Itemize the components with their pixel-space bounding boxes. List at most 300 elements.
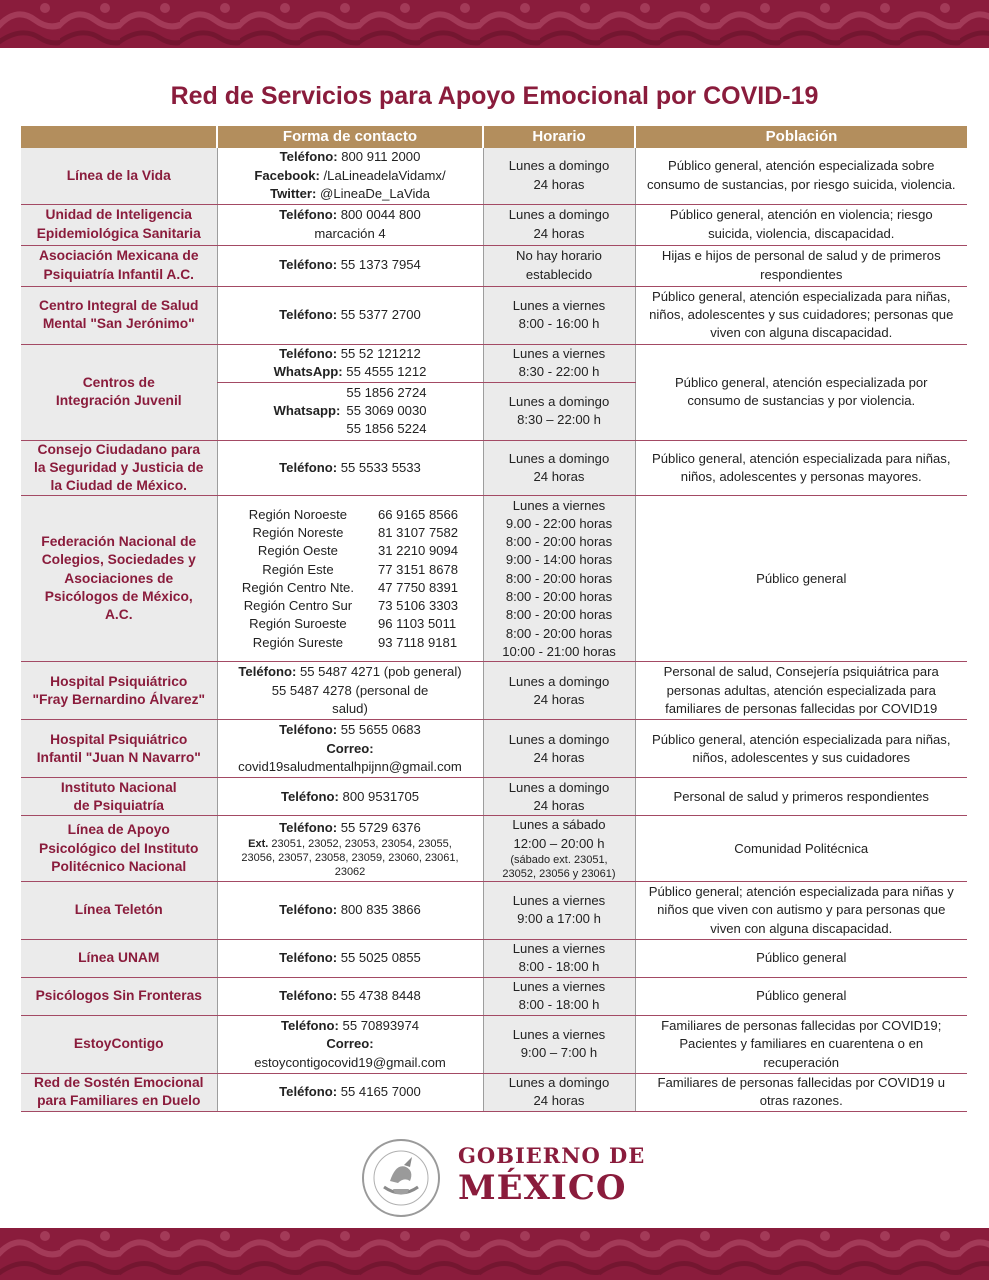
contact-cell bbox=[217, 1073, 483, 1111]
contact-cell bbox=[217, 662, 483, 720]
contact-label: Teléfono: bbox=[279, 207, 338, 223]
region-name: Región Noroeste bbox=[248, 506, 348, 522]
contact-value: 55 4738 8448 bbox=[337, 988, 421, 1004]
region-phone: 93 7118 9181 bbox=[377, 634, 458, 650]
whatsapp-block bbox=[222, 384, 479, 439]
population-line: Público general, atención especializada para niñas, bbox=[652, 731, 951, 747]
service-name-line: EstoyContigo bbox=[73, 1036, 164, 1052]
contact-value: 55 1373 7954 bbox=[337, 257, 421, 273]
hours-cell bbox=[483, 720, 635, 778]
contact-value: @LineaDe_LaVida bbox=[316, 185, 430, 201]
contact-label: Correo: bbox=[326, 1036, 374, 1052]
hours-line: Lunes a domingo bbox=[508, 673, 610, 689]
service-name bbox=[21, 1073, 217, 1111]
region-phone: 77 3151 8678 bbox=[377, 561, 459, 577]
service-name-line: Psicólogos de México, bbox=[44, 589, 193, 605]
region-phone: 81 3107 7582 bbox=[377, 525, 459, 540]
contact-cell bbox=[217, 344, 483, 382]
service-name bbox=[21, 204, 217, 245]
contact-label: Twitter: bbox=[270, 185, 317, 201]
hours-line: Lunes a domingo bbox=[508, 158, 610, 174]
hours-line: Lunes a domingo bbox=[508, 393, 610, 409]
contact-line bbox=[222, 949, 479, 967]
email-link[interactable]: covid19saludmentalhpijnn@gmail.com bbox=[238, 759, 462, 775]
population-line: Público general, atención especializada sobre bbox=[668, 158, 935, 174]
region-phone: 31 2210 9094 bbox=[377, 543, 459, 559]
hours-line: 8:00 - 18:00 h bbox=[518, 997, 600, 1013]
contact-line bbox=[222, 901, 479, 919]
population-line: niños que viven con autismo y para personas que bbox=[657, 902, 946, 918]
contact-line bbox=[222, 1083, 479, 1101]
table-header-row bbox=[21, 126, 967, 148]
hours-cell bbox=[483, 286, 635, 344]
hours-line: 8:30 - 22:00 h bbox=[518, 364, 600, 379]
service-name bbox=[21, 1015, 217, 1073]
table-row bbox=[21, 1015, 967, 1073]
service-name bbox=[21, 881, 217, 939]
hours-line: 24 horas bbox=[533, 468, 585, 484]
column-header-hours: Horario bbox=[483, 126, 635, 148]
contact-cell bbox=[217, 245, 483, 286]
hours-line: 9.00 - 22:00 horas bbox=[505, 515, 613, 531]
hours-line: 8:00 - 20:00 horas bbox=[505, 534, 613, 550]
top-decorative-band bbox=[0, 0, 989, 48]
population-cell bbox=[635, 720, 967, 778]
logo-line-1: GOBIERNO DE bbox=[458, 1143, 646, 1168]
table-row bbox=[21, 720, 967, 778]
hours-cell bbox=[483, 1015, 635, 1073]
population-line: viven con alguna discapacidad. bbox=[710, 920, 893, 936]
population-line: niños, adolescentes y sus cuidadores bbox=[692, 749, 911, 765]
contact-cell bbox=[217, 720, 483, 778]
population-line: Personal de salud y primeros respondientes bbox=[673, 788, 929, 804]
service-name bbox=[21, 939, 217, 977]
service-name bbox=[21, 245, 217, 286]
service-name-line: de Psiquiatría bbox=[73, 797, 164, 813]
population-cell bbox=[635, 204, 967, 245]
service-name bbox=[21, 496, 217, 662]
contact-label: Teléfono: bbox=[279, 1084, 338, 1100]
service-name-line: Hospital Psiquiátrico bbox=[50, 731, 188, 747]
service-name-line: Asociación Mexicana de bbox=[39, 248, 199, 264]
service-name bbox=[21, 816, 217, 882]
services-table bbox=[21, 126, 967, 1112]
contact-value: 55 3069 0030 bbox=[346, 402, 427, 418]
contact-line bbox=[222, 758, 479, 776]
service-name-line: la Seguridad y Justicia de bbox=[34, 459, 204, 475]
contact-value: 55 5487 4278 (personal de bbox=[271, 682, 429, 698]
contact-value: marcación 4 bbox=[314, 225, 386, 241]
hours-line: Lunes a sábado bbox=[512, 817, 606, 833]
email-link[interactable]: estoycontigocovid19@gmail.com bbox=[254, 1054, 446, 1070]
contact-line bbox=[222, 1054, 479, 1072]
extension-line: 23062 bbox=[334, 865, 366, 878]
mexican-coat-of-arms-icon bbox=[360, 1137, 442, 1219]
population-cell bbox=[635, 939, 967, 977]
region-name: Región Sureste bbox=[252, 634, 344, 650]
hours-line: 8:00 - 18:00 h bbox=[518, 959, 600, 975]
table-row bbox=[21, 204, 967, 245]
hours-line: Lunes a domingo bbox=[508, 779, 610, 795]
hours-cell bbox=[483, 1073, 635, 1111]
population-line: Público general bbox=[756, 950, 847, 966]
service-name bbox=[21, 662, 217, 720]
population-cell bbox=[635, 816, 967, 882]
table-row bbox=[21, 496, 967, 662]
contact-label: Teléfono: bbox=[279, 819, 338, 835]
contact-cell bbox=[217, 496, 483, 662]
contact-value: 800 0044 800 bbox=[337, 207, 421, 223]
hours-line: 24 horas bbox=[533, 691, 585, 707]
population-line: Público general, atención especializada para niñas, bbox=[652, 288, 951, 304]
table-row bbox=[21, 245, 967, 286]
contact-value: 55 4555 1212 bbox=[342, 364, 427, 379]
service-name-line: Infantil "Juan N Navarro" bbox=[36, 749, 201, 765]
contact-cell bbox=[217, 939, 483, 977]
band-pattern-icon bbox=[0, 0, 989, 48]
population-line: Público general, atención en violencia; riesgo bbox=[669, 207, 933, 223]
population-cell bbox=[635, 344, 967, 440]
population-line: niños, adolescentes y personas mayores. bbox=[680, 468, 922, 484]
table-row bbox=[21, 286, 967, 344]
region-name: Región Centro Sur bbox=[243, 598, 353, 614]
contact-value: 55 5025 0855 bbox=[337, 950, 421, 966]
table-row bbox=[21, 816, 967, 882]
contact-label: Facebook: bbox=[254, 167, 320, 183]
service-name-line: Epidemiológica Sanitaria bbox=[36, 225, 201, 241]
logo-text bbox=[458, 1143, 645, 1207]
contact-line bbox=[222, 345, 479, 363]
hours-cell bbox=[483, 881, 635, 939]
table-row bbox=[21, 977, 967, 1015]
population-line: viven con alguna discapacidad. bbox=[710, 325, 893, 341]
region-phone: 47 7750 8391 bbox=[377, 579, 459, 595]
contact-label: Teléfono: bbox=[279, 722, 338, 738]
extension-line bbox=[222, 837, 479, 851]
service-name-line: para Familiares en Duelo bbox=[37, 1093, 201, 1109]
table-row bbox=[21, 440, 967, 496]
contact-line bbox=[222, 459, 479, 477]
population-cell bbox=[635, 1015, 967, 1073]
population-line: Público general, atención especializada por bbox=[674, 374, 928, 390]
service-name bbox=[21, 344, 217, 440]
contact-value: 55 5729 6376 bbox=[337, 819, 421, 835]
population-line: otras razones. bbox=[759, 1093, 843, 1109]
contact-value: 800 835 3866 bbox=[337, 902, 421, 918]
population-cell bbox=[635, 286, 967, 344]
band-pattern-icon bbox=[0, 1228, 989, 1280]
population-cell bbox=[635, 662, 967, 720]
regions-block bbox=[222, 506, 479, 652]
table-row bbox=[21, 1073, 967, 1111]
hours-line: 10:00 - 21:00 horas bbox=[502, 643, 616, 659]
contact-line bbox=[222, 363, 479, 381]
region-name: Región Suroeste bbox=[249, 616, 347, 632]
contact-line bbox=[222, 700, 479, 718]
extension-line: 23056, 23057, 23058, 23059, 23060, 23061, bbox=[241, 851, 459, 864]
service-name-line: Línea Teletón bbox=[74, 902, 163, 918]
region-phone: 73 5106 3303 bbox=[377, 598, 459, 614]
contact-label: Teléfono: bbox=[280, 788, 339, 804]
population-cell bbox=[635, 977, 967, 1015]
service-name-line: Línea de Apoyo bbox=[67, 822, 170, 838]
hours-line: 12:00 – 20:00 h bbox=[513, 835, 605, 851]
contact-value: salud) bbox=[332, 701, 368, 717]
population-line: suicida, violencia, discapacidad. bbox=[708, 225, 895, 241]
population-line: Familiares de personas fallecidas por COVID19; bbox=[661, 1018, 942, 1034]
table-row bbox=[21, 662, 967, 720]
contact-label: Teléfono: bbox=[279, 902, 338, 918]
contact-cell bbox=[217, 977, 483, 1015]
contact-value: 55 5377 2700 bbox=[337, 306, 421, 322]
extension-value: 23051, 23052, 23053, 23054, 23055, bbox=[268, 837, 452, 850]
region-name: Región Centro Nte. bbox=[241, 579, 354, 595]
contact-line bbox=[222, 256, 479, 274]
hours-note: (sábado ext. 23051, bbox=[510, 853, 608, 866]
contact-value: 55 5533 5533 bbox=[337, 459, 421, 475]
contact-cell bbox=[217, 204, 483, 245]
service-name-line: Psicológico del Instituto bbox=[39, 840, 199, 856]
contact-value: 55 4165 7000 bbox=[337, 1084, 421, 1100]
population-line: recuperación bbox=[763, 1054, 840, 1070]
service-name-line: Integración Juvenil bbox=[55, 393, 182, 408]
contact-cell bbox=[217, 1015, 483, 1073]
hours-line: Lunes a domingo bbox=[508, 207, 610, 223]
population-line: Personal de salud, Consejería psiquiátrica para bbox=[663, 664, 939, 680]
hours-cell bbox=[483, 440, 635, 496]
service-name-line: Hospital Psiquiátrico bbox=[50, 673, 188, 689]
contact-label: Teléfono: bbox=[279, 459, 338, 475]
hours-line: 8:00 - 20:00 horas bbox=[505, 570, 613, 586]
hours-line: Lunes a viernes bbox=[512, 345, 606, 361]
hours-line: Lunes a viernes bbox=[512, 297, 606, 313]
population-line: respondientes bbox=[760, 266, 843, 282]
contact-cell bbox=[217, 778, 483, 816]
hours-note: 23052, 23056 y 23061) bbox=[502, 867, 616, 880]
contact-line bbox=[222, 167, 479, 185]
hours-cell bbox=[483, 148, 635, 204]
contact-line bbox=[222, 663, 479, 681]
hours-line: Lunes a viernes bbox=[512, 1027, 606, 1043]
contact-line bbox=[222, 1017, 479, 1035]
contact-cell bbox=[217, 382, 483, 440]
population-line: consumo de sustancias y por violencia. bbox=[687, 393, 916, 408]
service-name-line: Politécnico Nacional bbox=[51, 858, 187, 874]
contact-label: Teléfono: bbox=[279, 950, 338, 966]
region-phone: 66 9165 8566 bbox=[377, 506, 459, 522]
service-name-line: Mental "San Jerónimo" bbox=[42, 316, 195, 331]
contact-value: /LaLineadelaVidamx/ bbox=[319, 167, 446, 183]
region-name: Región Este bbox=[262, 561, 334, 577]
population-line: familiares de personas fallecidas por COVID19 bbox=[665, 701, 938, 717]
contact-label: Teléfono: bbox=[279, 149, 338, 165]
population-cell bbox=[635, 1073, 967, 1111]
contact-cell bbox=[217, 816, 483, 882]
contact-line bbox=[222, 225, 479, 243]
hours-line: 9:00 a 17:00 h bbox=[517, 911, 601, 927]
population-line: personas adultas, atención especializada para bbox=[666, 682, 936, 698]
contact-label: WhatsApp: bbox=[273, 364, 343, 379]
service-name-line: Psiquiatría Infantil A.C. bbox=[43, 266, 194, 282]
hours-line: 24 horas bbox=[533, 1093, 585, 1109]
hours-line: 8:00 - 20:00 horas bbox=[505, 607, 613, 623]
hours-cell bbox=[483, 977, 635, 1015]
contact-value: 55 1856 5224 bbox=[346, 421, 427, 437]
service-name-line: Colegios, Sociedades y bbox=[41, 552, 196, 568]
contact-line bbox=[222, 206, 479, 224]
page-title: Red de Servicios para Apoyo Emocional por COVID-19 bbox=[170, 82, 819, 110]
population-line: Familiares de personas fallecidas por COVID19 u bbox=[657, 1075, 945, 1091]
contact-line bbox=[222, 148, 479, 166]
population-line: Público general, atención especializada para niñas, bbox=[652, 450, 951, 466]
service-name-line: Unidad de Inteligencia bbox=[45, 207, 192, 223]
service-name-line: A.C. bbox=[104, 607, 133, 623]
hours-line: Lunes a domingo bbox=[508, 450, 610, 466]
hours-line: 8:00 - 20:00 horas bbox=[505, 625, 613, 641]
table-row bbox=[21, 939, 967, 977]
contact-label: Teléfono: bbox=[238, 664, 297, 680]
column-header-contact: Forma de contacto bbox=[217, 126, 483, 148]
service-name bbox=[21, 977, 217, 1015]
population-cell bbox=[635, 245, 967, 286]
hours-line: establecido bbox=[525, 266, 593, 282]
contact-value: 800 911 2000 bbox=[337, 149, 421, 165]
service-name-line: Psicólogos Sin Fronteras bbox=[35, 988, 202, 1004]
population-line: Público general bbox=[756, 570, 847, 586]
extension-label: Ext. bbox=[248, 837, 269, 850]
service-name bbox=[21, 720, 217, 778]
region-phone: 96 1103 5011 bbox=[377, 616, 457, 632]
region-name: Región Oeste bbox=[257, 543, 338, 559]
contact-label: Teléfono: bbox=[279, 257, 338, 273]
contact-value: 55 5655 0683 bbox=[337, 722, 421, 738]
service-name-line: Línea de la Vida bbox=[66, 167, 171, 183]
contact-value: 55 1856 2724 bbox=[346, 384, 427, 400]
service-name-line: Federación Nacional de bbox=[41, 534, 197, 550]
service-name-line: Centros de bbox=[82, 374, 155, 390]
contact-value: 800 9531705 bbox=[338, 788, 420, 804]
contact-line bbox=[222, 185, 479, 203]
region-name: Región Noreste bbox=[252, 525, 344, 540]
population-cell bbox=[635, 496, 967, 662]
contact-value: 55 52 121212 bbox=[337, 345, 421, 361]
contact-value: 55 70893974 bbox=[338, 1018, 420, 1034]
hours-line: 24 horas bbox=[533, 176, 585, 192]
region-names bbox=[242, 506, 378, 652]
contact-line bbox=[222, 740, 479, 758]
population-line: consumo de sustancias, por riesgo suicida, violencia. bbox=[646, 176, 956, 192]
hours-line: Lunes a viernes bbox=[512, 497, 606, 513]
service-name bbox=[21, 778, 217, 816]
service-name-line: Centro Integral de Salud bbox=[39, 297, 199, 313]
contact-cell bbox=[217, 881, 483, 939]
hours-line: 24 horas bbox=[533, 797, 585, 813]
contact-label: Whatsapp: bbox=[273, 402, 341, 418]
column-header-population: Población bbox=[635, 126, 967, 148]
contact-line bbox=[222, 788, 479, 806]
table-row bbox=[21, 148, 967, 204]
population-line: niños, adolescentes y sus cuidadores; personas que bbox=[649, 306, 954, 322]
table-row bbox=[21, 344, 967, 382]
service-name-line: Línea UNAM bbox=[78, 950, 160, 966]
hours-line: Lunes a viernes bbox=[512, 941, 606, 957]
table-row bbox=[21, 778, 967, 816]
hours-line: 8:00 - 20:00 horas bbox=[505, 589, 613, 605]
contact-line bbox=[222, 682, 479, 700]
contact-label: Correo: bbox=[326, 740, 374, 756]
hours-line: 8:00 - 16:00 h bbox=[518, 316, 600, 331]
population-line: Pacientes y familiares en cuarentena o en bbox=[679, 1036, 924, 1052]
population-cell bbox=[635, 440, 967, 496]
hours-cell bbox=[483, 496, 635, 662]
region-phones bbox=[378, 506, 458, 652]
bottom-decorative-band bbox=[0, 1228, 989, 1280]
hours-cell bbox=[483, 204, 635, 245]
hours-line: 24 horas bbox=[533, 225, 585, 241]
contact-line bbox=[222, 306, 479, 324]
table-row bbox=[21, 881, 967, 939]
service-name-line: Red de Sostén Emocional bbox=[34, 1075, 204, 1091]
contact-line bbox=[222, 721, 479, 739]
population-line: Público general; atención especializada para niñas y bbox=[648, 884, 954, 900]
contact-label: Teléfono: bbox=[280, 1018, 339, 1034]
hours-line: Lunes a viernes bbox=[512, 893, 606, 909]
hours-line: No hay horario bbox=[516, 248, 602, 264]
population-cell bbox=[635, 881, 967, 939]
service-name bbox=[21, 148, 217, 204]
hours-line: Lunes a viernes bbox=[512, 979, 606, 995]
population-cell bbox=[635, 148, 967, 204]
hours-line: 8:30 – 22:00 h bbox=[517, 412, 601, 427]
service-name bbox=[21, 286, 217, 344]
table-body bbox=[21, 148, 967, 1111]
contact-label: Teléfono: bbox=[279, 988, 338, 1004]
whatsapp-numbers bbox=[340, 384, 426, 439]
contact-label: Teléfono: bbox=[279, 345, 338, 361]
hours-line: Lunes a domingo bbox=[508, 731, 610, 747]
contact-cell bbox=[217, 286, 483, 344]
contact-line bbox=[222, 987, 479, 1005]
service-name-line: "Fray Bernardino Álvarez" bbox=[32, 691, 206, 707]
hours-cell bbox=[483, 662, 635, 720]
contact-label: Teléfono: bbox=[279, 306, 338, 322]
hours-line: Lunes a domingo bbox=[508, 1075, 610, 1091]
contact-line bbox=[222, 1035, 479, 1053]
population-line: Hijas e hijos de personal de salud y de primeros bbox=[661, 248, 941, 264]
hours-cell bbox=[483, 939, 635, 977]
service-name-line: la Ciudad de México. bbox=[50, 478, 187, 494]
contact-cell bbox=[217, 440, 483, 496]
hours-cell bbox=[483, 382, 635, 440]
hours-cell bbox=[483, 344, 635, 382]
population-cell bbox=[635, 778, 967, 816]
population-line: Comunidad Politécnica bbox=[734, 840, 869, 856]
service-name-line: Consejo Ciudadano para bbox=[37, 441, 201, 457]
logo-line-2: MÉXICO bbox=[458, 1168, 627, 1208]
contact-value: 55 5487 4271 (pob general) bbox=[296, 664, 462, 680]
service-name-line: Asociaciones de bbox=[64, 570, 174, 586]
service-name-line: Instituto Nacional bbox=[60, 779, 177, 795]
contact-line bbox=[222, 819, 479, 837]
service-name bbox=[21, 440, 217, 496]
hours-cell bbox=[483, 245, 635, 286]
hours-cell bbox=[483, 778, 635, 816]
hours-cell bbox=[483, 816, 635, 882]
hours-line: 9:00 – 7:00 h bbox=[520, 1045, 598, 1061]
contact-cell bbox=[217, 148, 483, 204]
hours-line: 24 horas bbox=[533, 749, 585, 765]
population-line: Público general bbox=[756, 988, 847, 1004]
